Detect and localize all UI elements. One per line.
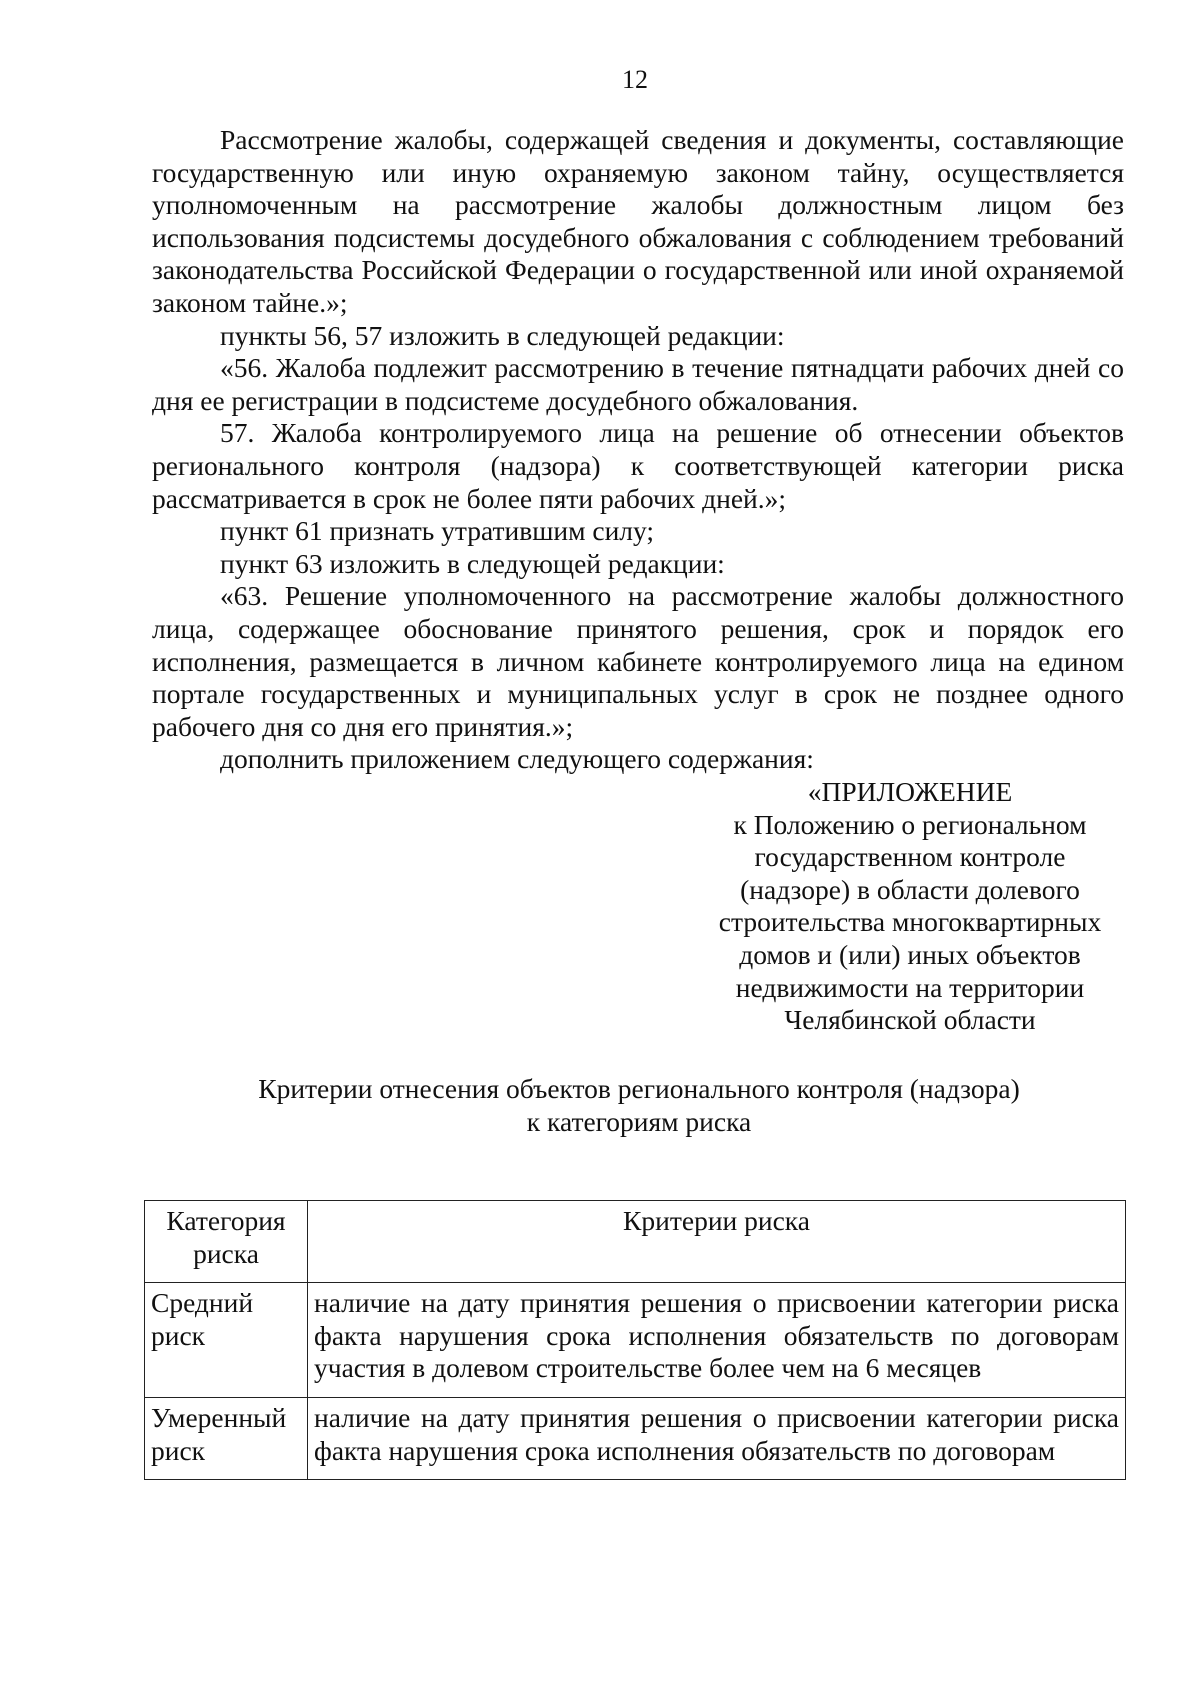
- paragraph: 57. Жалоба контролируемого лица на решение об отнесении объектов регионального контроля (надзора) к соответствующей категории риска рассматривается в срок не более пяти рабочих дней.»;: [152, 417, 1124, 514]
- risk-category-cell: Умеренный риск: [145, 1397, 308, 1479]
- paragraph: дополнить приложением следующего содержания:: [220, 743, 814, 775]
- paragraph: «63. Решение уполномоченного на рассмотрение жалобы должностного лица, содержащее обоснование принятого решения, срок и порядок его исполнения, размещается в личном кабинете контролируемого лица на едином портале государственных и муниципальных услуг в срок не позднее одного рабочего дня со дня его принятия.»;: [152, 580, 1124, 742]
- risk-criteria-cell: наличие на дату принятия решения о присвоении категории риска факта нарушения срока исполнения обязательств по договорам участия в долевом строительстве более чем на 6 месяцев: [308, 1283, 1126, 1398]
- paragraph: пункты 56, 57 изложить в следующей редакции:: [220, 319, 785, 351]
- table-row: [145, 1283, 1126, 1398]
- paragraph: Рассмотрение жалобы, содержащей сведения и документы, составляющие государственную или иную охраняемую законом тайну, осуществляется уполномоченным на рассмотрение жалобы должностным лицом без использования подсистемы досудебного обжалования с соблюдением требований законодательства Российской Федерации о государственной или иной охраняемой законом тайне.»;: [152, 124, 1124, 318]
- criteria-title: [150, 1073, 1128, 1138]
- criteria-title-line: к категориям риска: [526, 1105, 752, 1137]
- appendix-line: к Положению о региональном: [733, 808, 1087, 840]
- paragraph: пункт 63 изложить в следующей редакции:: [220, 547, 725, 579]
- paragraph: пункт 61 признать утратившим силу;: [220, 515, 655, 547]
- appendix-line: Челябинской области: [784, 1004, 1036, 1036]
- criteria-title-line: Критерии отнесения объектов регионального контроля (надзора): [258, 1073, 1020, 1104]
- page-number: 12: [622, 65, 648, 94]
- table-header-row: [145, 1201, 1126, 1283]
- risk-criteria-cell: наличие на дату принятия решения о присвоении категории риска факта нарушения срока исполнения обязательств по договорам: [308, 1397, 1126, 1479]
- document-body: [152, 124, 1124, 776]
- table-row: [145, 1397, 1126, 1479]
- appendix-line: (надзоре) в области долевого: [740, 873, 1080, 905]
- header-category: Категория риска: [145, 1201, 308, 1283]
- appendix-line: строительства многоквартирных: [718, 906, 1102, 938]
- appendix-block: [690, 776, 1130, 1037]
- header-criteria: Критерии риска: [308, 1201, 1126, 1283]
- appendix-line: государственном контроле: [754, 841, 1066, 873]
- appendix-heading: «ПРИЛОЖЕНИЕ: [807, 776, 1013, 807]
- paragraph: «56. Жалоба подлежит рассмотрению в течение пятнадцати рабочих дней со дня ее регистрации в подсистеме досудебного обжалования.: [152, 352, 1124, 416]
- appendix-line: домов и (или) иных объектов: [739, 938, 1081, 970]
- appendix-line: недвижимости на территории: [735, 971, 1085, 1003]
- risk-category-cell: Средний риск: [145, 1283, 308, 1398]
- risk-criteria-table: [144, 1200, 1126, 1480]
